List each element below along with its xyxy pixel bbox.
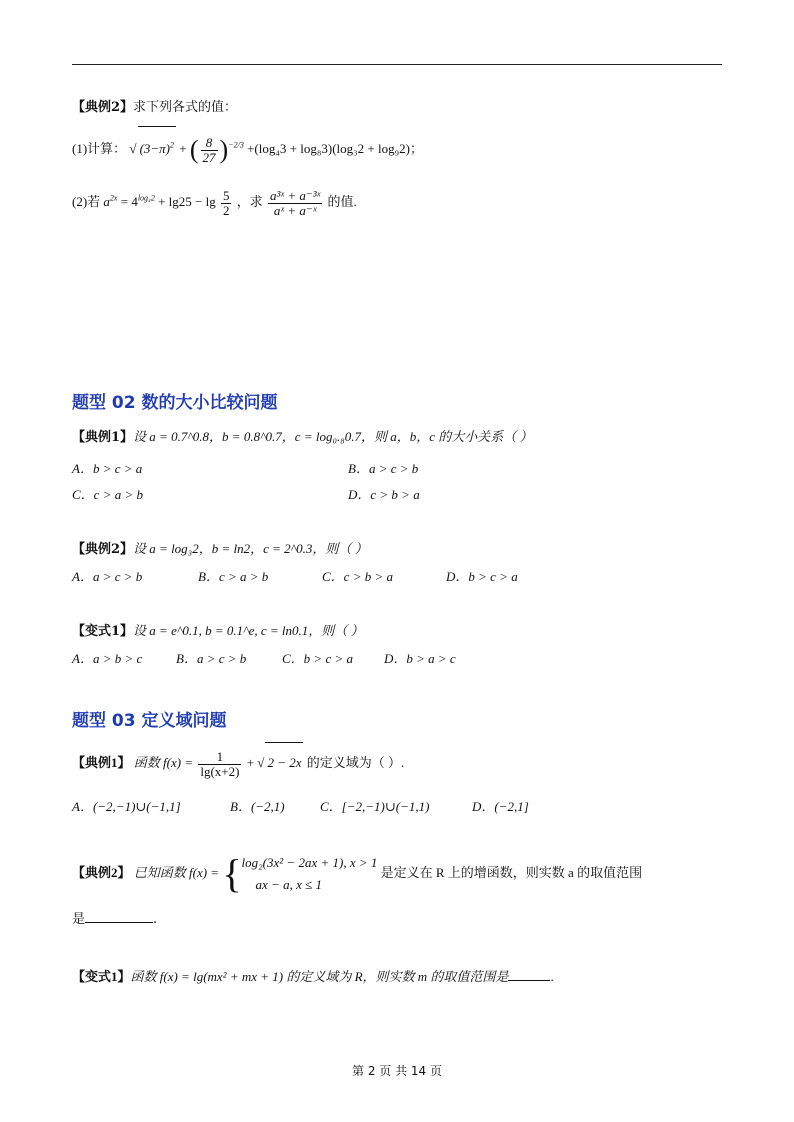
s03-example-2-stem: 【典例2】 已知函数 f(x) = { log₂(3x² − 2ax + 1), x > 1 ax − a, x ≤ 1 是定义在 R 上的增函数，则实数 a 的取值范围 <box>72 851 643 897</box>
s02-example-1-stem <box>72 426 533 445</box>
s02v1-option-d[interactable]: D．b > a > c <box>384 651 456 666</box>
function-lhs: 已知函数 f(x) = <box>133 865 220 880</box>
header-rule <box>72 64 722 65</box>
part-1-label: (1)计算： <box>72 141 127 156</box>
answer-blank[interactable] <box>508 980 550 981</box>
prompt-text: 求下列各式的值： <box>133 100 238 115</box>
function-lhs: 函数 f(x) = <box>133 755 194 770</box>
example-tag: 【典例2】 <box>72 542 134 557</box>
s03-example-2-answer-line <box>72 908 157 927</box>
ask-text: ，求 <box>236 194 263 209</box>
sqrt-exponent: 2 <box>170 140 175 150</box>
stem-text: 函数 f(x) = lg(mx² + mx + 1) 的定义域为 R，则实数 m 的取值范围是 <box>130 969 509 984</box>
rhs-exponent: log₄2 <box>137 193 155 203</box>
sqrt-radicand: (3−π) <box>139 141 171 156</box>
s02e1-option-d[interactable]: D．c > b > a <box>348 487 420 502</box>
power-base: a <box>103 194 110 209</box>
stem-text: 设 a = 0.7^0.8，b = 0.8^0.7，c = log₀.₈0.7，则 a，b，c 的大小关系（ ） <box>133 429 533 444</box>
part-1-expression: (1)计算： √ $(3-\pi)^2$ + ( $\frac{8}{27}$ )$^{-2/3}$ +(log₄3 + log₈3)(log₃2 + log₉2)； <box>72 126 423 170</box>
s02v1-option-c[interactable]: C．b > c > a <box>282 651 353 666</box>
s02e1-option-b[interactable]: B．a > c > b <box>348 461 419 476</box>
s03-example-1-stem: 【典例1】 函数 f(x) = $\frac{1}{\lg(x+2)}$ + √ 2 − 2x 的定义域为（ ）. <box>72 742 404 782</box>
frac-numerator: 8 <box>201 136 218 151</box>
example-tag: 【典例1】 <box>72 430 134 445</box>
frac-denominator: 27 <box>202 149 216 165</box>
answer-blank[interactable] <box>85 922 153 923</box>
power-exponent: 2x <box>109 193 118 203</box>
s03e1-option-c[interactable]: C．[−2,−1)∪(−1,1) <box>320 799 430 814</box>
s02e2-option-c[interactable]: C．c > b > a <box>322 569 393 584</box>
stem-tail: 的定义域为（ ）. <box>306 755 405 770</box>
quotient-numerator: a³ˣ + a⁻³ˣ <box>270 187 321 203</box>
s02e1-option-a[interactable]: A．b > c > a <box>72 461 143 476</box>
part-2-label: (2)若 <box>72 194 101 209</box>
stem-tail: 是定义在 R 上的增函数，则实数 a 的取值范围 <box>380 865 643 880</box>
section-02-title: 题型 02 数的大小比较问题 <box>72 393 278 413</box>
s02e1-option-c[interactable]: C．c > a > b <box>72 487 143 502</box>
plus-sign: + <box>246 755 255 770</box>
stem-text: 设 a = log₃2，b = ln2，c = 2^0.3，则（ ） <box>133 541 368 556</box>
log-product: +(log₄3 + log₈3)(log₃2 + log₉2)； <box>247 141 423 156</box>
variant-tag: 【变式1】 <box>72 624 134 639</box>
s03e1-option-a[interactable]: A．(−2,−1)∪(−1,1] <box>72 799 181 814</box>
s02e2-option-a[interactable]: A．a > c > b <box>72 569 143 584</box>
s02-example-2-stem <box>72 538 368 557</box>
s03e1-option-b[interactable]: B．(−2,1) <box>230 799 285 814</box>
sqrt-radicand: 2 − 2x <box>265 742 303 783</box>
answer-end: . <box>550 969 554 984</box>
piecewise-case-2: ax − a, x ≤ 1 <box>255 877 322 893</box>
answer-end: . <box>153 912 158 927</box>
piecewise-case-1: log₂(3x² − 2ax + 1), x > 1 <box>241 855 378 871</box>
s02-variant-1-stem <box>72 620 364 639</box>
s03-variant-1-stem <box>72 966 554 985</box>
example-tag: 【典例2】 <box>72 865 131 880</box>
s02e2-option-d[interactable]: D．b > c > a <box>446 569 518 584</box>
s03e1-option-d[interactable]: D．(−2,1] <box>472 799 529 814</box>
section-03-title: 题型 03 定义域问题 <box>72 711 227 731</box>
frac-denominator: lg(x+2) <box>200 763 240 779</box>
example-tag: 【典例2】 <box>72 100 134 115</box>
s02e2-option-b[interactable]: B．c > a > b <box>198 569 269 584</box>
page-footer: 第 2 页 共 14 页 <box>352 1064 442 1078</box>
stem-text: 设 a = e^0.1, b = 0.1^e, c = ln0.1，则（ ） <box>133 623 364 638</box>
part-2-expression <box>72 180 357 224</box>
end-text: 的值. <box>327 194 357 209</box>
frac-numerator: 5 <box>222 187 230 203</box>
power-exponent: −2/3 <box>228 140 244 150</box>
frac-numerator: 1 <box>198 750 241 765</box>
example-tag: 【典例1】 <box>72 755 131 770</box>
quotient-denominator: aˣ + a⁻ˣ <box>273 202 317 218</box>
rhs-term: = 4 <box>120 194 138 209</box>
s02v1-option-a[interactable]: A．a > b > c <box>72 651 143 666</box>
variant-tag: 【变式1】 <box>72 969 131 984</box>
frac-denominator: 2 <box>222 202 230 218</box>
rhs-logs: + lg25 − lg <box>158 194 216 209</box>
answer-prefix: 是 <box>72 912 86 927</box>
example-2-prompt <box>72 96 237 115</box>
s02v1-option-b[interactable]: B．a > c > b <box>176 651 247 666</box>
